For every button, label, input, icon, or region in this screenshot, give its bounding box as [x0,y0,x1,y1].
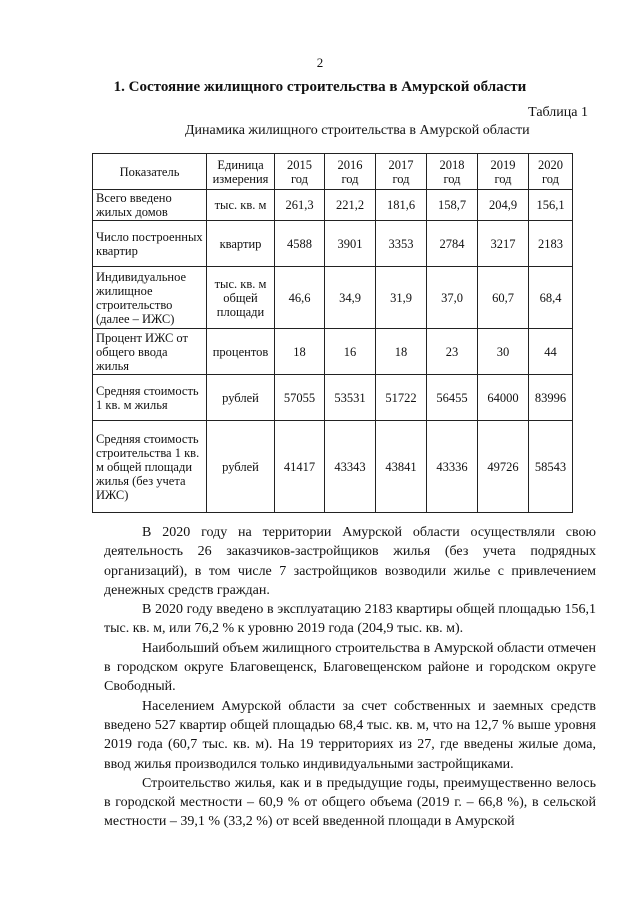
column-header: 2017 год [376,154,427,190]
value-cell: 68,4 [529,267,573,329]
indicator-cell: Число построенных квартир [93,221,207,267]
table-row [93,221,573,267]
unit-cell: тыс. кв. м общей площади [207,267,275,329]
value-cell: 31,9 [376,267,427,329]
value-cell: 3217 [478,221,529,267]
value-cell: 181,6 [376,190,427,221]
table-row [93,421,573,513]
table-header-row [93,154,573,190]
value-cell: 30 [478,329,529,375]
body-text [104,523,596,832]
value-cell: 37,0 [427,267,478,329]
indicator-cell: Индивидуальное жилищное строительство (далее – ИЖС) [93,267,207,329]
column-header: Показатель [93,154,207,190]
indicator-cell: Процент ИЖС от общего ввода жилья [93,329,207,375]
column-header: 2016 год [325,154,376,190]
page-number: 2 [316,55,324,70]
value-cell: 2784 [427,221,478,267]
value-cell: 3901 [325,221,376,267]
housing-dynamics-table [92,153,573,513]
value-cell: 2183 [529,221,573,267]
value-cell: 204,9 [478,190,529,221]
value-cell: 58543 [529,421,573,513]
table-title: Динамика жилищного строительства в Амурской области [185,123,530,138]
unit-cell: тыс. кв. м [207,190,275,221]
section-heading: 1. Состояние жилищного строительства в Амурской области [113,79,527,95]
value-cell: 60,7 [478,267,529,329]
indicator-cell: Средняя стоимость строительства 1 кв. м общей площади жилья (без учета ИЖС) [93,421,207,513]
column-header: Единица измерения [207,154,275,190]
value-cell: 44 [529,329,573,375]
value-cell: 221,2 [325,190,376,221]
table-row [93,329,573,375]
value-cell: 43336 [427,421,478,513]
paragraph: В 2020 году введено в эксплуатацию 2183 квартиры общей площадью 156,1 тыс. кв. м, или 76,2 % к уровню 2019 года (204,9 тыс. кв. м). [104,602,596,637]
value-cell: 16 [325,329,376,375]
paragraph: Наибольший объем жилищного строительства в Амурской области отмечен в городском округе Благовещенск, Благовещенском районе и городском округе Свободный. [104,640,596,695]
value-cell: 158,7 [427,190,478,221]
unit-cell: квартир [207,221,275,267]
value-cell: 18 [376,329,427,375]
unit-cell: рублей [207,375,275,421]
value-cell: 83996 [529,375,573,421]
table-row [93,190,573,221]
table-number: Таблица 1 [528,105,588,120]
column-header: 2015 год [275,154,325,190]
value-cell: 46,6 [275,267,325,329]
value-cell: 43841 [376,421,427,513]
value-cell: 51722 [376,375,427,421]
value-cell: 43343 [325,421,376,513]
value-cell: 18 [275,329,325,375]
value-cell: 53531 [325,375,376,421]
value-cell: 156,1 [529,190,573,221]
value-cell: 261,3 [275,190,325,221]
indicator-cell: Средняя стоимость 1 кв. м жилья [93,375,207,421]
value-cell: 34,9 [325,267,376,329]
unit-cell: рублей [207,421,275,513]
value-cell: 41417 [275,421,325,513]
paragraph: Строительство жилья, как и в предыдущие годы, преимущественно велось в городской местности – 60,9 % от общего объема (2019 г. – 66,8 %), в сельской местности – 39,1 % (33,2 %) от всей введенной площади в Амурской [104,775,596,830]
value-cell: 64000 [478,375,529,421]
column-header: 2018 год [427,154,478,190]
table-row [93,267,573,329]
paragraph: Населением Амурской области за счет собственных и заемных средств введено 527 квартир общей площадью 68,4 тыс. кв. м, что на 12,7 % выше уровня 2019 года (60,7 тыс. кв. м). На 19 территориях из 27, где введены жилые дома, ввод жилья производился только индивидуальными застройщиками. [104,698,596,772]
unit-cell: процентов [207,329,275,375]
value-cell: 4588 [275,221,325,267]
value-cell: 3353 [376,221,427,267]
column-header: 2020 год [529,154,573,190]
value-cell: 57055 [275,375,325,421]
value-cell: 49726 [478,421,529,513]
paragraph: В 2020 году на территории Амурской области осуществляли свою деятельность 26 заказчиков-застройщиков жилья (без учета подрядных организаций), в том числе 7 застройщиков возводили жилье с привлечением денежных средств граждан. [104,525,596,598]
value-cell: 56455 [427,375,478,421]
table-row [93,375,573,421]
column-header: 2019 год [478,154,529,190]
value-cell: 23 [427,329,478,375]
indicator-cell: Всего введено жилых домов [93,190,207,221]
